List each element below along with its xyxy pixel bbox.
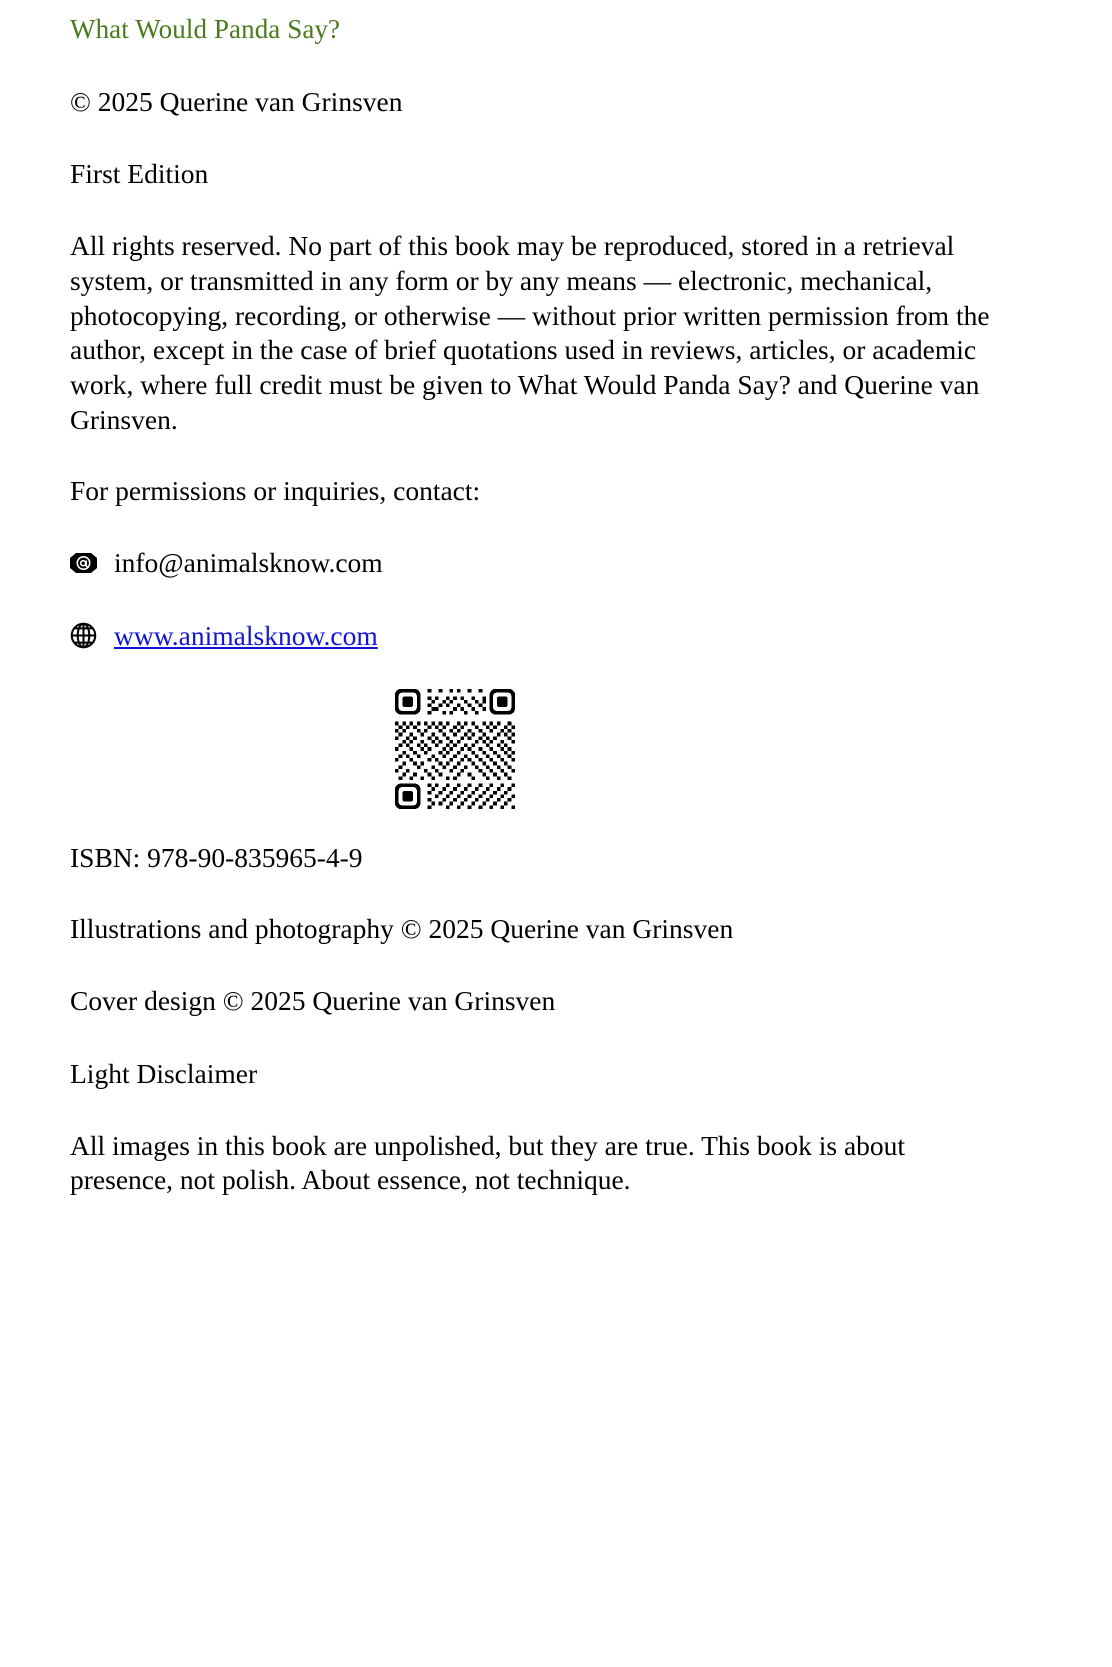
website-link[interactable]: www.animalsknow.com xyxy=(114,619,378,651)
spacer xyxy=(70,437,1042,474)
isbn-line: ISBN: 978-90-835965-4-9 xyxy=(70,842,363,874)
illustrations-credit: Illustrations and photography © 2025 Querine van Grinsven xyxy=(70,912,734,944)
spacer xyxy=(70,47,1042,85)
edition-label: First Edition xyxy=(70,157,209,189)
rights-reserved-paragraph: All rights reserved. No part of this book may be reproduced, stored in a retrieval system, or transmitted in any form or by any means — electronic, mechanical, photocopying, recording, or otherwise — without prior written permission from the author, except in the case of brief quotations used in reviews, articles, or academic work, where full credit must be given to What Would Panda Say? and Querine van Grinsven. xyxy=(70,230,990,435)
spacer xyxy=(70,809,1042,841)
spacer xyxy=(70,509,1042,546)
spacer xyxy=(70,946,1042,984)
email-envelope-icon xyxy=(70,553,100,573)
copyright-line: © 2025 Querine van Grinsven xyxy=(70,86,403,118)
permissions-intro: For permissions or inquiries, contact: xyxy=(70,475,481,507)
globe-icon xyxy=(70,622,100,649)
cover-design-credit: Cover design © 2025 Querine van Grinsven xyxy=(70,985,556,1017)
disclaimer-heading: Light Disclaimer xyxy=(70,1058,258,1090)
disclaimer-body: All images in this book are unpolished, but they are true. This book is about presence, not polish. About essence, not technique. xyxy=(70,1129,906,1196)
page-title: What Would Panda Say? xyxy=(70,14,341,44)
spacer xyxy=(70,653,1042,689)
spacer xyxy=(70,876,1042,912)
email-address[interactable]: info@animalsknow.com xyxy=(114,546,383,578)
spacer xyxy=(70,581,1042,619)
website-contact-row xyxy=(70,619,1042,654)
email-contact-row xyxy=(70,546,1042,581)
spacer xyxy=(70,1092,1042,1129)
spacer xyxy=(70,120,1042,157)
spacer xyxy=(70,1019,1042,1057)
qr-code-container xyxy=(70,689,1042,809)
spacer xyxy=(70,191,1042,229)
website-qr-code[interactable] xyxy=(395,689,515,809)
